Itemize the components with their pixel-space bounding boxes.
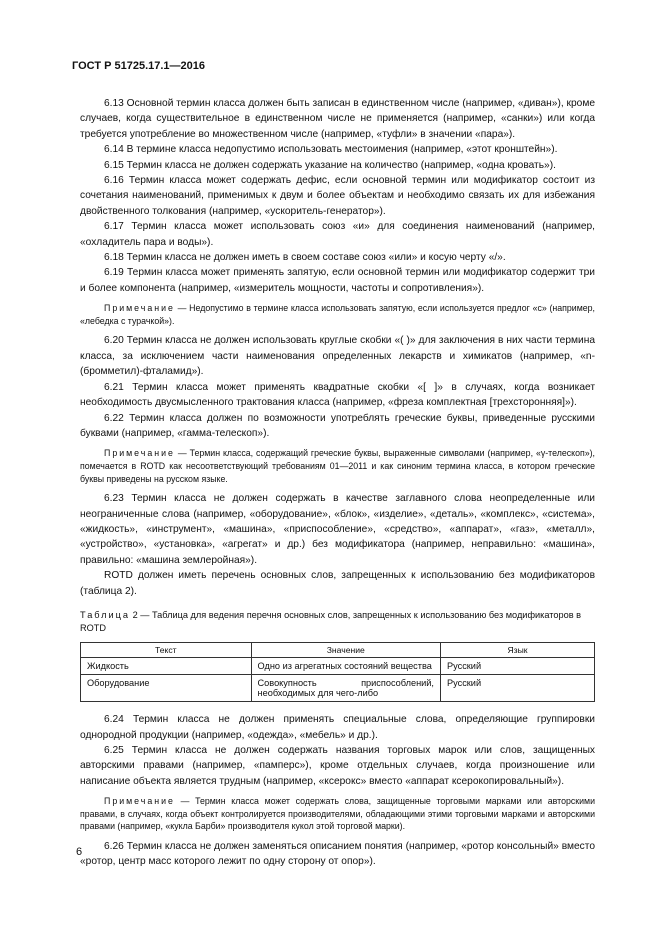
- note-text: — Термин класса, содержащий греческие буквы, выраженные символами (например, «γ-телескоп»), помечается в ROTD как несоответствующий требованиям 01—2011 и как синоним термина класса, в котором греческие буквы приведены на русском языке.: [80, 448, 595, 484]
- note-text: — Термин класса может содержать слова, защищенные торговыми марками или авторскими правами, в случаях, когда объект контролируется производителями, обладающими этими торговыми марками и авторскими правами (например, «кукла Барби» производителя кукол этой торговой марки).: [80, 796, 595, 832]
- paragraph-6-17: 6.17 Термин класса может использовать союз «и» для соединения наименований (например, «охладитель пара и воды»).: [80, 221, 595, 248]
- column-header-meaning: Значение: [251, 643, 440, 658]
- note-3: [80, 795, 595, 833]
- page-content: [80, 96, 595, 870]
- table-caption-text: 2 — Таблица для ведения перечня основных слов, запрещенных к использованию без модификаторов в ROTD: [80, 609, 582, 633]
- paragraph-6-21: 6.21 Термин класса может применять квадратные скобки «[ ]» в случаях, когда возникает необходимость двусмысленного трактования класса (например, «фреза комплектная [трехсторонняя]»).: [80, 381, 595, 409]
- column-header-text: Текст: [81, 643, 252, 658]
- paragraph-6-13: 6.13 Основной термин класса должен быть записан в единственном числе (например, «диван»), кроме случаев, когда существительное в единственном числе не применяется (например, «санки») или когда требуется употребление во множественном числе (например, «туфли» в значении «пара»).: [80, 98, 595, 140]
- paragraph-6-24: 6.24 Термин класса не должен применять специальные слова, определяющие группировки однородной продукции (например, «одежда», «мебель» и др.).: [80, 714, 595, 741]
- table-row: [81, 658, 595, 675]
- paragraph-6-23: 6.23 Термин класса не должен содержать в качестве заглавного слова неопределенные или неограниченные слова (например, «оборудование», «блок», «изделие», «деталь», «комплекс», «система», «жидкость», «инструмент», «машина», «приспособление», «средство», «аппарат», «газ», «металл», «устройство», «установка», «агрегат» и др.) без модификатора (например, неправильно: «машина», правильно: «машина землеройная»).: [80, 493, 595, 566]
- column-header-language: Язык: [440, 643, 594, 658]
- note-label: Примечание: [104, 448, 175, 459]
- table-cell: Оборудование: [81, 675, 252, 702]
- table-cell: Одно из агрегатных состояний вещества: [251, 658, 440, 675]
- table-cell: Русский: [440, 675, 594, 702]
- table-cell: Жидкость: [81, 658, 252, 675]
- note-label: Примечание: [104, 796, 175, 807]
- note-2: [80, 447, 595, 485]
- table-header-row: [81, 643, 595, 658]
- note-label: Примечание: [104, 303, 175, 314]
- paragraph-6-20: 6.20 Термин класса не должен использовать круглые скобки «( )» для заключения в них части термина класса, за исключением части наименования определенных лекарств и химикатов (например, «n-(бромметил)-фталамид»).: [80, 335, 595, 378]
- table-cell: Русский: [440, 658, 594, 675]
- paragraph-6-19: 6.19 Термин класса может применять запятую, если основной термин или модификатор содержит три и более компонента (например, «измеритель мощности, частоты и сопротивления»).: [80, 267, 595, 294]
- table-cell: Совокупность приспособлений, необходимых для чего-либо: [251, 675, 440, 702]
- paragraph-6-15: 6.15 Термин класса не должен содержать указание на количество (например, «одна кровать»).: [104, 159, 556, 171]
- table-caption: [80, 609, 595, 634]
- paragraph-6-18: 6.18 Термин класса не должен иметь в своем составе союз «или» и косую черту «/».: [104, 252, 506, 264]
- note-text: — Недопустимо в термине класса использовать запятую, если используется предлог «с» (например, «лебедка с турачкой»).: [80, 303, 595, 326]
- paragraph-6-16: 6.16 Термин класса может содержать дефис, если основной термин или модификатор состоит из сочетания наименований, применимых к двум и более объектам и необходимо связать их для избежания двойственного толкования (например, «ускоритель-генератор»).: [80, 175, 595, 217]
- paragraph-6-26: 6.26 Термин класса не должен заменяться описанием понятия (например, «ротор консольный» вместо «ротор, центр масс которого лежит по одну сторону от опор»).: [80, 840, 595, 868]
- words-table: [80, 642, 595, 702]
- paragraph-6-14: 6.14 В термине класса недопустимо использовать местоимения (например, «этот кронштейн»).: [104, 144, 558, 156]
- document-header: ГОСТ Р 51725.17.1—2016: [72, 60, 206, 72]
- note-1: [80, 302, 595, 327]
- table-caption-label: Таблица: [80, 609, 131, 620]
- page-number: 6: [76, 846, 83, 858]
- paragraph-6-22: 6.22 Термин класса должен по возможности употреблять греческие буквы, приведенные русскими буквами (например, «гамма-телескоп»).: [80, 412, 595, 439]
- paragraph-6-25: 6.25 Термин класса не должен содержать названия торговых марок или слов, защищенных авторскими правами (например, «памперс»), кроме отдельных случаев, когда произношение или написание объекта является трудным (например, «ксерокс» вместо «аппарат ксерокопировальный»).: [80, 744, 595, 787]
- table-row: [81, 675, 595, 702]
- paragraph-rotd: ROTD должен иметь перечень основных слов, запрещенных к использованию без модификаторов (таблица 2).: [80, 570, 595, 597]
